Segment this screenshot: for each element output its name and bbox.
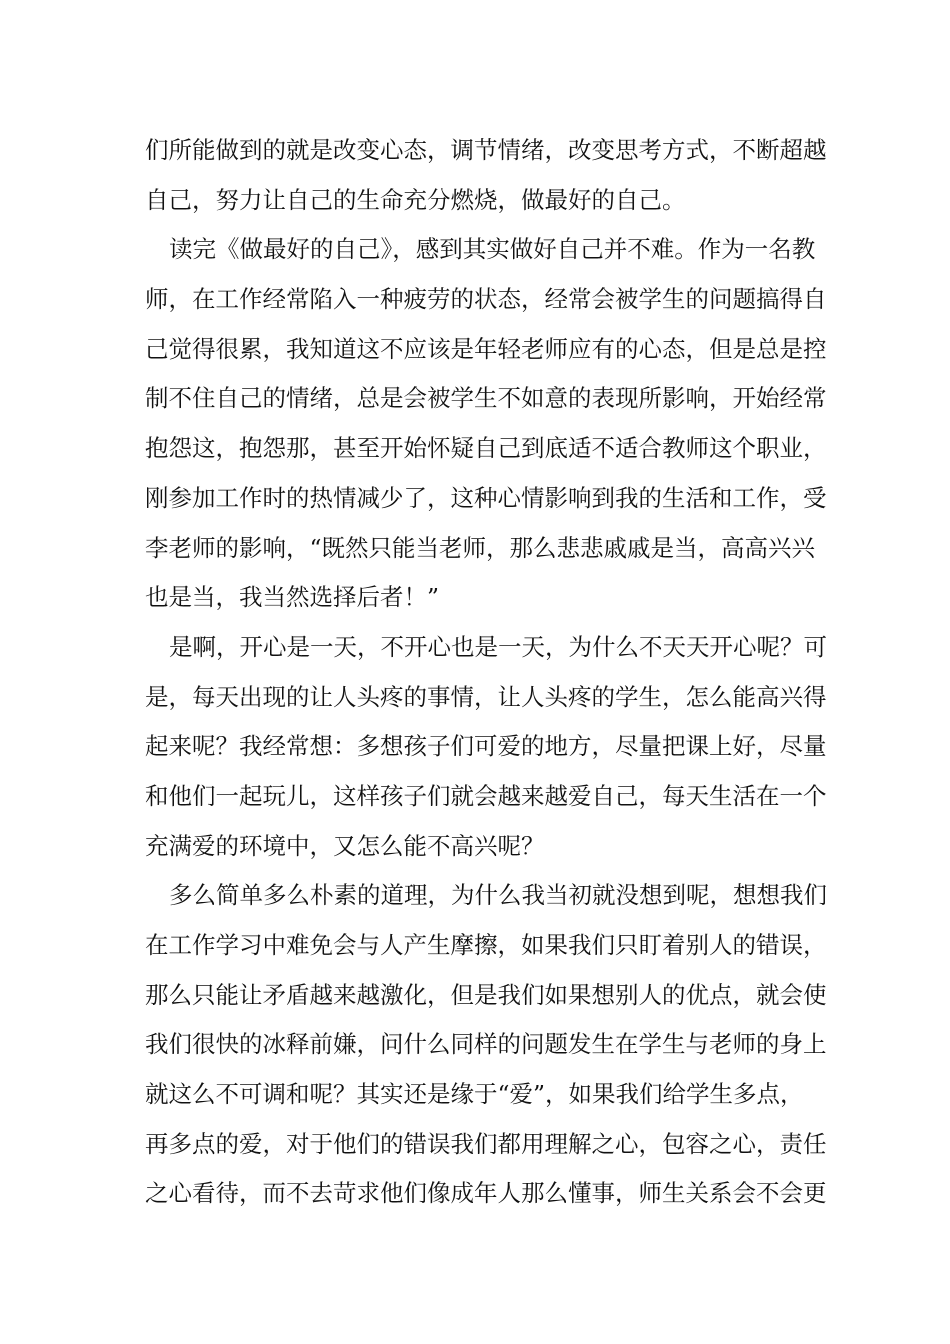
text-line: 制不住自己的情绪，总是会被学生不如意的表现所影响，开始经常: [145, 384, 827, 413]
text-line: 就这么不可调和呢？其实还是缘于“爱”，如果我们给学生多点，: [145, 1080, 804, 1109]
text-line: 充满爱的环境中，又怎么能不高兴呢？: [145, 831, 545, 860]
text-line: 是，每天出现的让人头疼的事情，让人头疼的学生，怎么能高兴得: [145, 682, 827, 711]
text-line: 师，在工作经常陷入一种疲劳的状态，经常会被学生的问题搞得自: [145, 285, 827, 314]
text-line: 在工作学习中难免会与人产生摩擦，如果我们只盯着别人的错误，: [145, 931, 827, 959]
text-line: 自己，努力让自己的生命充分燃烧，做最好的自己。: [145, 185, 686, 214]
paragraph-start-line: 是啊，开心是一天，不开心也是一天，为什么不天天开心呢？可: [169, 632, 827, 661]
text-line: 再多点的爱，对于他们的错误我们都用理解之心，包容之心，责任: [145, 1129, 827, 1158]
paragraph-start-line: 读完《做最好的自己》，感到其实做好自己并不难。作为一名教: [169, 235, 816, 264]
text-line: 己觉得很累，我知道这不应该是年轻老师应有的心态，但是总是控: [145, 334, 827, 363]
text-line: 和他们一起玩儿，这样孩子们就会越来越爱自己，每天生活在一个: [145, 781, 827, 810]
body-text: [145, 126, 827, 1219]
text-line: 我们很快的冰释前嫌，问什么同样的问题发生在学生与老师的身上: [145, 1030, 827, 1059]
paragraph-start-line: 多么简单多么朴素的道理，为什么我当初就没想到呢，想想我们: [169, 881, 827, 910]
text-line: 李老师的影响，“既然只能当老师，那么悲悲戚戚是当，高高兴兴: [145, 533, 816, 562]
text-line: 之心看待，而不去苛求他们像成年人那么懂事，师生关系会不会更: [145, 1179, 827, 1208]
text-line: 们所能做到的就是改变心态，调节情绪，改变思考方式，不断超越: [145, 136, 827, 164]
text-line: 起来呢？我经常想：多想孩子们可爱的地方，尽量把课上好，尽量: [145, 732, 827, 761]
text-line: 刚参加工作时的热情减少了，这种心情影响到我的生活和工作，受: [145, 483, 827, 512]
text-line: 那么只能让矛盾越来越激化，但是我们如果想别人的优点，就会使: [145, 980, 827, 1009]
text-line: 抱怨这，抱怨那，甚至开始怀疑自己到底适不适合教师这个职业，: [145, 434, 827, 463]
text-line: 也是当，我当然选择后者！”: [145, 583, 440, 612]
